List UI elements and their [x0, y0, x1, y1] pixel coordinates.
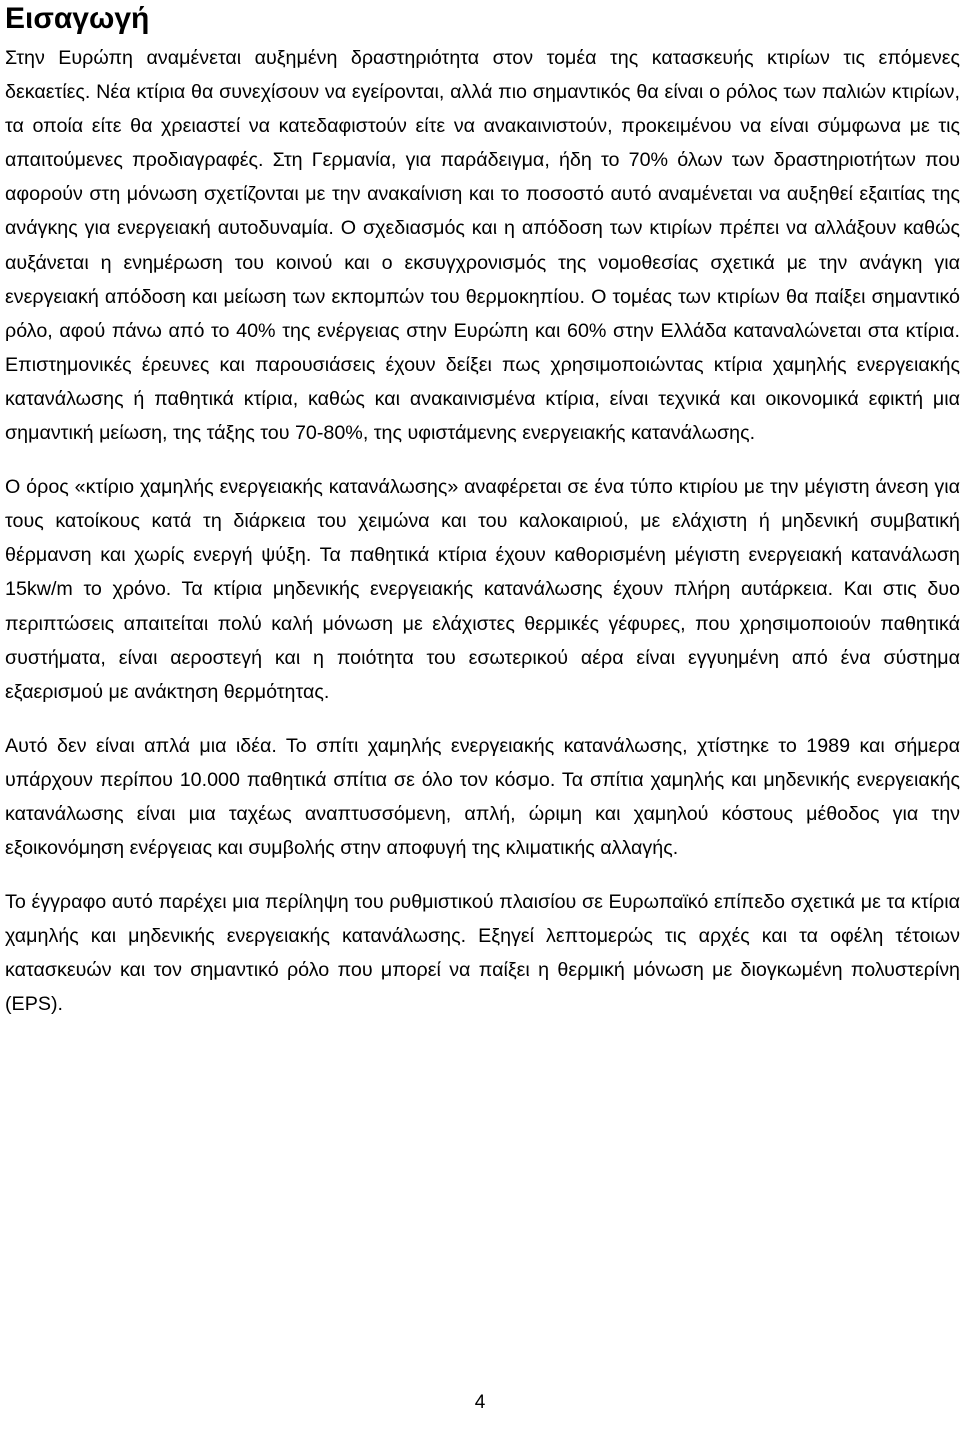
paragraph-intro: Στην Ευρώπη αναμένεται αυξημένη δραστηριότητα στον τομέα της κατασκευής κτιρίων τις επόμενες δεκαετίες. Νέα κτίρια θα συνεχίσουν να εγείρονται, αλλά πιο σημαντικός θα είναι ο ρόλος των παλιών κτιρίων, τα οποία είτε θα χρειαστεί να κατεδαφιστούν είτε να ανακαινιστούν, προκειμένου να είναι σύμφωνα με τις απαιτούμενες προδιαγραφές. Στη Γερμανία, για παράδειγμα, ήδη το 70% όλων των δραστηριοτήτων που αφορούν στη μόνωση σχετίζονται με την ανακαίνιση και το ποσοστό αυτό αναμένεται να αυξηθεί εξαιτίας της ανάγκης για ενεργειακή αυτοδυναμία. Ο σχεδιασμός και η απόδοση των κτιρίων πρέπει να αλλάξουν καθώς αυξάνεται η ενημέρωση του κοινού και ο εκσυγχρονισμός της νομοθεσίας σχετικά με την ανάγκη για ενεργειακή απόδοση και μείωση των εκπομπών του θερμοκηπίου. Ο τομέας των κτιρίων θα παίξει σημαντικό ρόλο, αφού πάνω από το 40% της ενέργειας στην Ευρώπη και 60% στην Ελλάδα καταναλώνεται στα κτίρια. Επιστημονικές έρευνες και παρουσιάσεις έχουν δείξει πως χρησιμοποιώντας κτίρια χαμηλής ενεργειακής κατανάλωσης ή παθητικά κτίρια, καθώς και ανακαινισμένα κτίρια, είναι τεχνικά και οικονομικά εφικτή μια σημαντική μείωση, της τάξης του 70-80%, της υφιστάμενης ενεργειακής κατανάλωσης. [5, 47, 960, 445]
paragraph-document-summary: Το έγγραφο αυτό παρέχει μια περίληψη του ρυθμιστικού πλαισίου σε Ευρωπαϊκό επίπεδο σχετικά με τα κτίρια χαμηλής και μηδενικής ενεργειακής κατανάλωσης. Εξηγεί λεπτομερώς τις αρχές και τα οφέλη τέτοιων κατασκευών και τον σημαντικό ρόλο που μπορεί να παίξει η θερμική μόνωση με διογκωμένη πολυστερίνη (EPS). [5, 891, 960, 1016]
page-number: 4 [474, 1392, 486, 1413]
paragraph-history: Αυτό δεν είναι απλά μια ιδέα. Το σπίτι χαμηλής ενεργειακής κατανάλωσης, χτίστηκε το 1989 και σήμερα υπάρχουν περίπου 10.000 παθητικά σπίτια σε όλο τον κόσμο. Τα σπίτια χαμηλής και μηδενικής ενεργειακής κατανάλωσης είναι μια ταχέως αναπτυσσόμενη, απλή, ώριμη και χαμηλού κόστους μέθοδος για την εξοικονόμηση ενέργειας και συμβολής στην αποφυγή της κλιματικής αλλαγής. [5, 734, 960, 860]
section-heading: Εισαγωγή [5, 2, 150, 35]
paragraph-low-energy-definition: Ο όρος «κτίριο χαμηλής ενεργειακής κατανάλωσης» αναφέρεται σε ένα τύπο κτιρίου με την μέγιστη άνεση για τους κατοίκους κατά τη διάρκεια του χειμώνα και του καλοκαιριού, με ελάχιστη ή μηδενική συμβατική θέρμανση και χωρίς ενεργή ψύξη. Τα παθητικά κτίρια έχουν καθορισμένη μέγιστη ενεργειακή κατανάλωση 15kw/m το χρόνο. Τα κτίρια μηδενικής ενεργειακής κατανάλωσης έχουν πλήρη αυτάρκεια. Και στις δυο περιπτώσεις απαιτείται πολύ καλή μόνωση με ελάχιστες θερμικές γέφυρες, που χρησιμοποιούν παθητικά συστήματα, είναι αεροστεγή και η ποιότητα του εσωτερικού αέρα είναι εγγυημένη από ένα σύστημα εξαερισμού με ανάκτηση θερμότητας. [5, 476, 960, 703]
document-page [5, 0, 960, 1022]
